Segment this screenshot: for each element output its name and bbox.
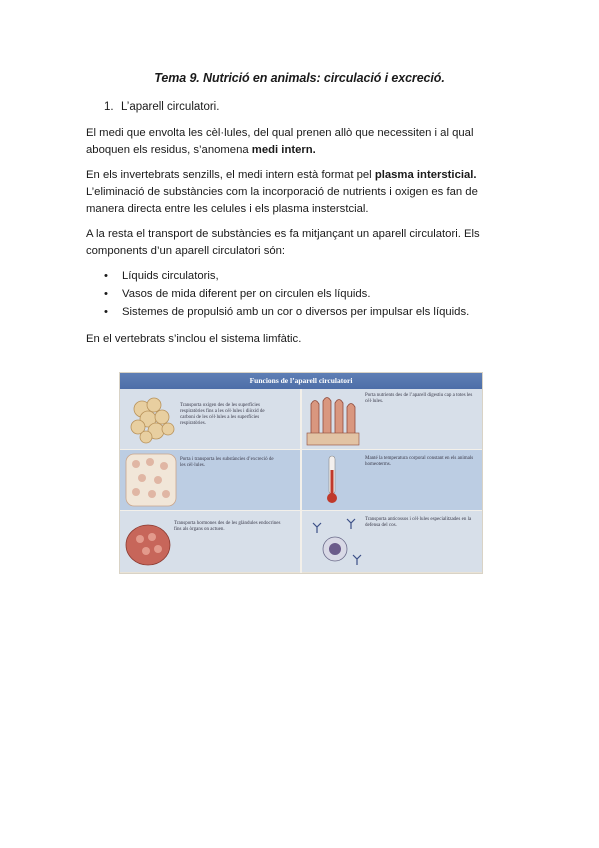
list-item: • Líquids circulatoris, xyxy=(104,268,469,286)
infographic-photo xyxy=(120,373,482,573)
antibody-cell-icon xyxy=(305,511,365,572)
paragraph-line xyxy=(86,167,516,184)
paragraph-line xyxy=(86,142,516,159)
section-number: 1. xyxy=(104,101,114,113)
infographic-cell-nutrients xyxy=(301,389,482,450)
bold-term: plasma intersticial. xyxy=(374,169,477,181)
paragraph-aparell-circulatori xyxy=(86,226,516,260)
infographic-cell-temperature xyxy=(301,450,482,511)
paragraph-line: A la resta el transport de substàncies es fa mitjançant un aparell circulatori. Els xyxy=(86,228,480,240)
section-heading xyxy=(104,101,219,113)
gland-icon xyxy=(122,511,177,572)
infographic-divider xyxy=(300,389,302,573)
paragraph-invertebrats xyxy=(86,167,516,218)
infographic-cell-antibodies xyxy=(301,511,482,572)
tissue-icon xyxy=(124,450,179,511)
paragraph-line: El medi que envolta les cèl·lules, del qual prenen allò que necessiten i al qual xyxy=(86,127,474,139)
cell-text: Transporta oxigen des de les superfícies respiratòries fins a les cèl·lules i diòxid de carboni de les cèl·lules a les superfícies respiratòries. xyxy=(180,403,265,426)
infographic-cell-oxygen xyxy=(120,389,301,450)
page-title: Tema 9. Nutrició en animals: circulació i excreció. xyxy=(154,71,445,85)
infographic-cell-hormones xyxy=(120,511,301,572)
infographic-header: Funcions de l’aparell circulatori xyxy=(120,373,482,389)
infographic-divider xyxy=(120,449,482,450)
infographic-divider xyxy=(120,510,482,511)
thermometer-icon xyxy=(317,450,347,511)
cell-text: Porta i transporta les substàncies d’excreció de les cèl·lules. xyxy=(180,457,274,468)
cell-text: Transporta hormones des de les glàndules endocrines fins als òrgans on actuen. xyxy=(174,521,281,532)
list-item: • Vasos de mida diferent per on circulen els líquids. xyxy=(104,286,469,304)
bold-term: medi intern. xyxy=(251,144,316,156)
section-label: L’aparell circulatori. xyxy=(121,101,220,113)
text-span: aboquen els residus, s’anomena xyxy=(86,144,252,156)
paragraph-limfatic: En el vertebrats s’inclou el sistema limfàtic. xyxy=(86,333,302,345)
cell-text: Transporta anticossos i cèl·lules especialitzades en la defensa del cos. xyxy=(365,517,472,528)
infographic-cell-excretion xyxy=(120,450,301,511)
paragraph-line: components d’un aparell circulatori són: xyxy=(86,245,286,257)
cell-text: Porta nutrients des de l’aparell digestiu cap a totes les cèl·lules. xyxy=(365,393,473,404)
paragraph-medi-intern xyxy=(86,125,516,159)
paragraph-line: L’eliminació de substàncies com la incorporació de nutrients i oxigen es fan de xyxy=(86,186,478,198)
villi-icon xyxy=(305,389,360,450)
cell-text: Manté la temperatura corporal constant en els animals homeoterms. xyxy=(365,456,474,467)
components-list xyxy=(104,268,469,322)
text-span: En els invertebrats senzills, el medi intern està format pel xyxy=(86,169,375,181)
alveoli-icon xyxy=(122,389,182,450)
paragraph-line: manera directa entre les celules i els plasma insterstcial. xyxy=(86,203,369,215)
list-item: • Sistemes de propulsió amb un cor o diversos per impulsar els líquids. xyxy=(104,304,469,322)
